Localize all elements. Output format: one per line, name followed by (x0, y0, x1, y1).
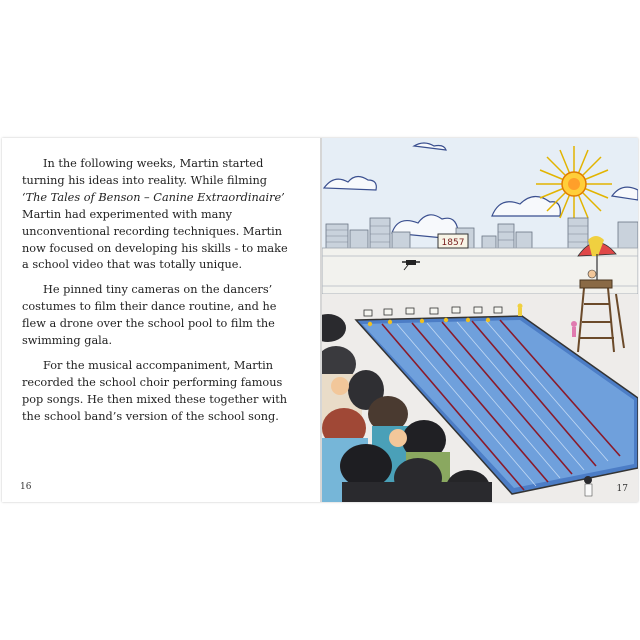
lifeguard (588, 270, 596, 278)
swimming-pool-illustration (322, 138, 638, 502)
book-spread (2, 138, 638, 502)
right-page-illustration (322, 138, 638, 502)
paragraph-1 (22, 156, 294, 274)
sun (536, 146, 612, 222)
page-number-right: 17 (616, 484, 628, 494)
paragraph-3: For the musical accompaniment, Martin recorded the school choir performing famous pop songs. He then mixed these together with the school band’s version of the school song. (22, 358, 288, 423)
spectator-pink (571, 321, 577, 327)
left-page (2, 138, 320, 502)
story-text (22, 156, 294, 434)
paragraph-1-text-end: Martin had experimented with many unconventional recording techniques. Martin now focused on developing his skills - to make a school video that was totally unique. (22, 207, 288, 272)
film-title: ‘The Tales of Benson – Canine Extraordinaire’ (22, 190, 285, 204)
page-number-left: 16 (20, 482, 32, 492)
paragraph-1-text-start: In the following weeks, Martin started turning his ideas into reality. While filming (22, 157, 267, 187)
scoreboard-text: 1857 (441, 238, 465, 248)
paragraph-2: He pinned tiny cameras on the dancers’ costumes to film their dance routine, and he flew a drone over the school pool to film the swimming gala. (22, 283, 277, 348)
